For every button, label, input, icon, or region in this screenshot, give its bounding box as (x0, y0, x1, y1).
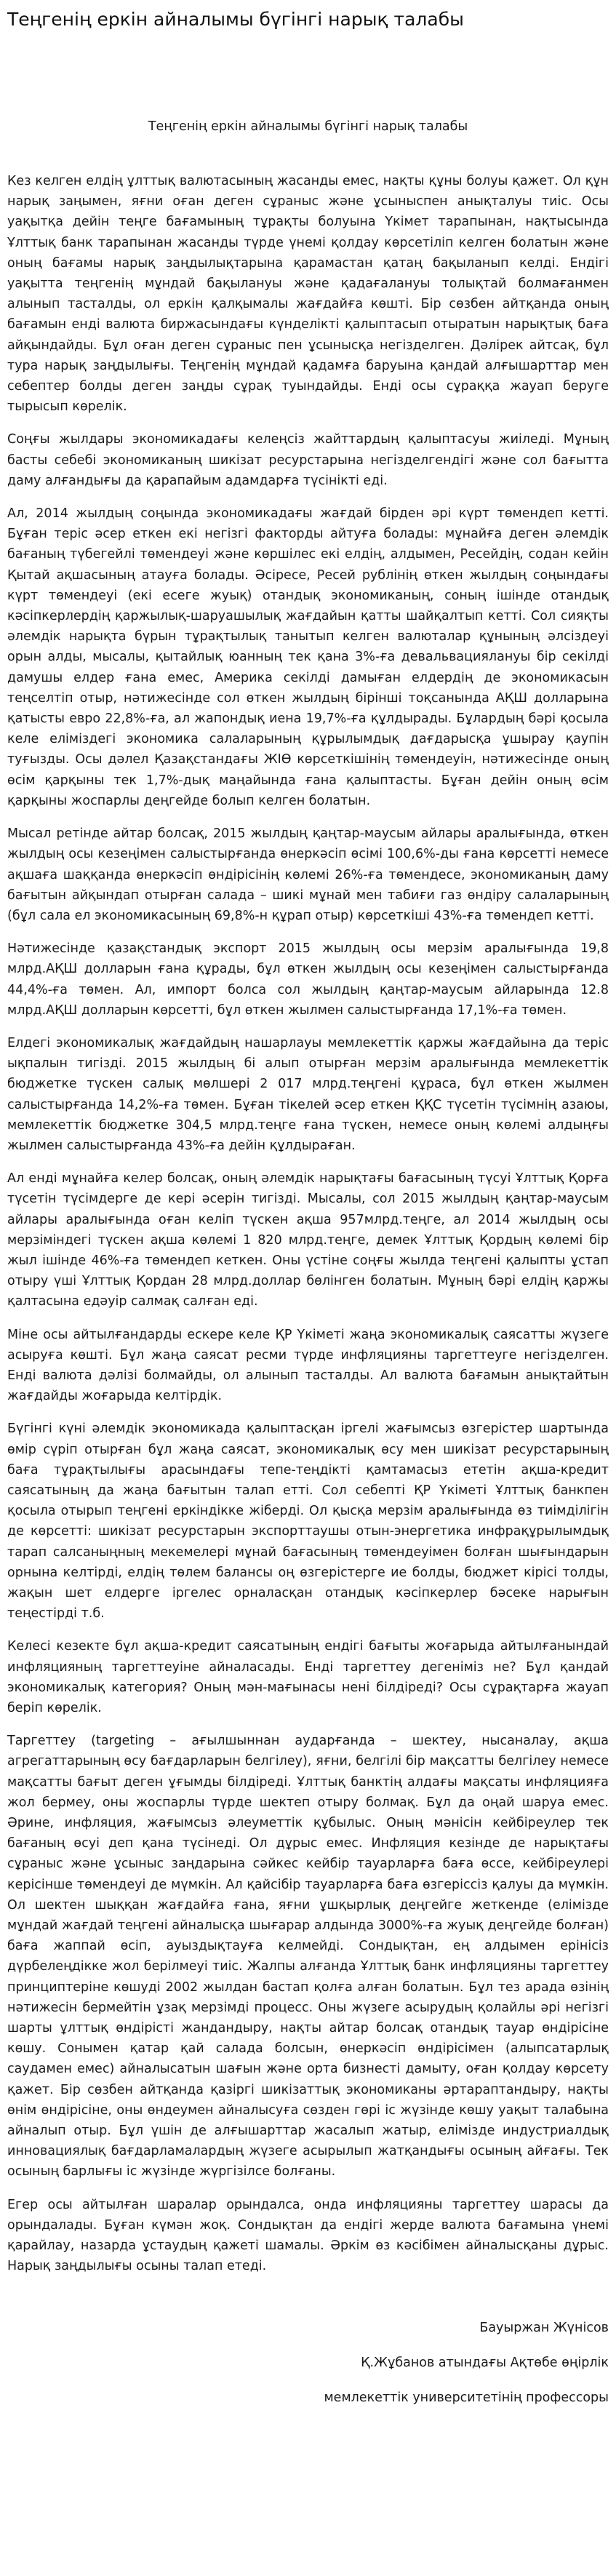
article-paragraph: Кез келген елдің ұлттық валютасының жасанды емес, нақты құны болуы қажет. Ол құн нарық заңымен, яғни оған деген сұраныс және ұсыныспен анықталуы тиіс. Осы уақытқа дейін теңге бағамының тұрақты болуына Үкімет тарапынан, нақтысында Ұлттық банк тарапынан жасанды түрде үнемі қолдау көрсетіліп келген болатын және оның бағамы нарық заңдылықтарына қарамастан қатаң бақыланып келді. Ендігі уақытта теңгенің мұндай бақылануы және қадағалануы толықтай болмағанмен алынып тасталды, ол еркін қалқымалы жағдайға көшті. Бір сөзбен айтқанда оның бағамын енді валюта биржасындағы күнделікті қалыптасып отыратын нарықтық баға айқындайды. Бұл оған деген сұраныс пен ұсынысқа негізделген. Дәлірек айтсақ, бұл тура нарық заңдылығы. Теңгенің мұндай қадамға баруына қандай алғышарттар мен себептер болды деген заңды сұрақ туындайды. Енді осы сұраққа жауап беруге тырысып көрелік. (7, 174, 609, 415)
article-paragraph: Келесі кезекте бұл ақша-кредит саясатының ендігі бағыты жоғарыда айтылғанындай инфляцияның таргеттеуіне айналасады. Енді таргеттеу дегеніміз не? Бұл қандай экономикалық категория? Оның мән-мағынасы нені білдіреді? Осы сұрақтарға жауап беріп көрелік. (7, 1639, 609, 1716)
article-paragraph: Бүгінгі күні әлемдік экономикада қалыптасқан іргелі жағымсыз өзгерістер шартында өмір сүріп отырған бұл жаңа саясат, экономикалық өсу мен шикізат ресурстарының баға тұрақтылығы арасындағы тепе-теңдікті қамтамасыз ететін ақша-кредит саясатының да жаңа бағытын талап етті. Сол себепті ҚР Үкіметі Ұлттық банкпен қосыла отырып теңгені еркіндікке жіберді. Ол қысқа мерзім аралығында өз тиімділігін де көрсетті: шикізат ресурстарын экспорттаушы отын-энергетика инфрақұрылымдық тарап салсаныңның мекемелері мұнай бағасының төмендеуімен болған шығындарын орнына келтірді, елдің төлем балансы оң өзгерістерге ие болды, бюджет кірісі толды, жақын шет елдерге іргелес орналасқан отандық кәсіпкерлер бәсеке нарығын теңестірді т.б. (7, 1421, 609, 1622)
article-paragraph: Нәтижесінде қазақстандық экспорт 2015 жылдың осы мерзім аралығында 19,8 млрд.АҚШ долларын ғана құрады, бұл өткен жылдың осы кезеңімен салыстырғанда 44,4%-ға төмен. Ал, импорт болса сол жылдың қаңтар-маусым айларында 12.8 млрд.АҚШ долларын көрсетті, бұл өткен жылмен салыстырғанда 17,1%-ға төмен. (7, 941, 609, 1018)
article-body (7, 171, 609, 2277)
article-subtitle: Теңгенің еркін айналымы бүгінгі нарық талабы (148, 119, 468, 134)
page-title: Теңгенің еркін айналымы бүгінгі нарық талабы (7, 9, 464, 30)
article-paragraph: Соңғы жылдары экономикадағы келеңсіз жайттардың қалыптасуы жиіледі. Мұның басты себебі экономиканың шикізат ресурстарына негізделгендігі және сол бағытта даму алғандығы да қарапайым адамдарға түсінікті еді. (7, 432, 609, 488)
author-signature (7, 2318, 609, 2408)
article-paragraph: Мысал ретінде айтар болсақ, 2015 жылдың қаңтар-маусым айлары аралығында, өткен жылдың осы кезеңімен салыстырғанда өнеркәсіп өсімі 100,6%-ды ғана көрсетті немесе ақшаға шаққанда өнеркәсіп өндірісінің көлемі 26%-ға төмендесе, экономиканың даму бағытын айқындап отырған салада – шикі мұнай мен табиғи газ өндіру салаларының (бұл сала ел экономикасының 69,8%-н құрап отыр) көрсеткіші 43%-ға төмендеп кетті. (7, 826, 609, 923)
article-paragraph: Ал енді мұнайға келер болсақ, оның әлемдік нарықтағы бағасының түсуі Ұлттық Қорға түсетін түсімдерге де кері әсерін тигізді. Мысалы, сол 2015 жылдың қаңтар-маусым айлары аралығында оған келіп түскен ақша 957млрд.теңге, ал 2014 жылдың осы мерзіміндегі түскен ақша көлемі 1 820 млрд.теңге, демек Ұлттық Қордың көлемі бір жыл ішінде 46%-ға төмендеп кеткен. Оны үстіне соңғы жылда теңгені қалыпты ұстап отыру үші Ұлттық Қордан 28 млрд.доллар бөлінген болатын. Мұның бәрі елдің қаржы қалтасына едәуір салмақ салған еді. (7, 1171, 609, 1309)
article-paragraph: Міне осы айтылғандарды ескере келе ҚР Үкіметі жаңа экономикалық саясатты жүзеге асыруға көшті. Бұл жаңа саясат ресми түрде инфляцияны таргеттеуге негізделген. Енді валюта дәлізі болмайды, ол алынып тасталды. Ал валюта бағамын анықтайтын жағдайды жоғарыда келтірдік. (7, 1327, 609, 1404)
article-paragraph: Елдегі экономикалық жағдайдың нашарлауы мемлекеттік қаржы жағдайына да теріс ықпалын тигізді. 2015 жылдың бі алып отырған мерзім аралығында мемлекеттік бюджетке түскен салық мөлшері 2 017 млрд.теңгені құраса, бұл өткен жылмен салыстырғанда 14,2%-ға төмен. Бұған тікелей әсер еткен ҚҚС түсетін түсімнің азаюы, мемлекеттік бюджетке 304,5 млрд.теңге ғана түскен, немесе оның көлемі алдыңғы жылмен салыстырғанда 43%-ға дейін құлдыраған. (7, 1035, 609, 1153)
article-paragraph: Таргеттеу (targeting – ағылшыннан аударғанда – шектеу, нысаналау, ақша агрегаттарының өсу бағдарларын белгілеу), яғни, белгілі бір мақсатты белгілеу немесе мақсатты бағыт деген ұғымды білдіреді. Ұлттық банктің алдағы мақсаты инфляцияға жол бермеу, оны жоспарлы түрде шектеп отыру болмақ. Бұл да оңай шаруа емес. Әрине, инфляция, жағымсыз әлеуметтік құбылыс. Оның мәнісін кейбіреулер тек бағаның өсуі деп қана түсінеді. Ол дұрыс емес. Инфляция кезінде де нарықтағы сұраныс және ұсыныс заңдарына сәйкес кейбір тауарларға баға өссе, кейбіреулері керісінше төмендеуі де мүмкін. Ал қайсібір тауарларға баға өзгеріссіз қалуы да мүмкін. Ол шектен шыққан жағдайға ғана, яғни ұшқырлық деңгейге жеткенде (елімізде мұндай жағдай теңгені айналысқа шығарар алдында 3000%-ға жуық деңгейде болған) баға жаппай өсіп, ауыздықтауға келмейді. Сондықтан, ең алдымен ерінісіз дүрбелеңдікке жол берілмеуі тиіс. Жалпы алғанда Ұлттық банк инфляцияны таргеттеу принциптеріне көшуді 2002 жылдан бастап қолға алған болатын. Бұл тез арада өзінің нәтижесін бермейтін ұзақ мерзімді процесс. Оны жүзеге асырудың қолайлы әрі негізгі шарты ұлттық өндірісті жандандыру, нақты айтар болсақ отандық тауар өндірісіне көшу. Сонымен қатар қай салада болсын, өнеркәсіп өндірісімен (алыпсатарлық саудамен емес) айналысатын шағын және орта бизнесті дамыту, оған қолдау көрсету қажет. Бір сөзбен айтқанда қазіргі шикізаттық экономиканы әртараптандыру, нақты өнім өндірісіне, оны өндеумен айналысуға сөзден гөрі іс жүзінде көшу уақыт талабына айналып отыр. Бұл үшін де алғышарттар жасалып жатыр, елімізде индустриалдық инновациялық бағдарламалардың жүзеге асырылып жатқандығы осының айғағы. Тек осының барлығы іс жүзінде жүргізілсе болғаны. (7, 1734, 609, 2180)
author-name: Бауыржан Жүнісов (479, 2320, 609, 2335)
author-affiliation-line-1: Қ.Жұбанов атындағы Ақтөбе өңірлік (361, 2355, 609, 2370)
article-paragraph: Ал, 2014 жылдың соңында экономикадағы жағдай бірден әрі күрт төмендеп кетті. Бұған теріс әсер еткен екі негізгі факторды айтуға болады: мұнайға деген әлемдік бағаның түбегейлі төмендеуі және көршілес екі елдің, алдымен, Ресейдің, содан кейін Қытай ақшасының атауға болады. Әсіресе, Ресей рублінің өткен жылдың соңындағы күрт төмендеуі (екі есеге жуық) отандық экономиканың, соның ішінде отандық кәсіпкерлердің қаржылық-шаруашылық жағдайын қатты шайқалтып кетті. Сол сияқты әлемдік нарықта бүрын тұрақтылық танытып келген валюталар құнының әлсіздеуі орын алды, мысалы, қытайлық юанның тек қана 3%-ға девальвациялануы бір секілді дамушы елдер ғана емес, Америка секілді дамыған елдердің де экономикасын теңселтіп отыр, нәтижесінде сол өткен жылдың бірінші тоқсанында АҚШ долларына қатысты евро 22,8%-ға, ал жапондық иена 19,7%-ға құлдырады. Бұлардың бәрі қосыла келе еліміздегі экономика салаларының құрылымдық дағдарысқа ұшырау қаупін туғызды. Осы дәлел Қазақстандағы ЖІӨ көрсеткішінің төмендеуін, нәтижесінде оның өсім қарқыны тек 1,7%-дық маңайында ғана қалыптасты. Бұған дейін оның өсім қарқыны жоспарлы деңгейде болып келген болатын. (7, 506, 609, 808)
article-paragraph: Егер осы айтылған шаралар орындалса, онда инфляцияны таргеттеу шарасы да орындалады. Бұған күмән жоқ. Сондықтан да ендігі жерде валюта бағамына үнемі қарайлау, назарда ұстаудың қажеті шамалы. Әркім өз кәсібімен айналысқаны дұрыс. Нарық заңдылығы осыны талап етеді. (7, 2197, 609, 2274)
author-affiliation-line-2: мемлекеттік университетінің профессоры (324, 2390, 609, 2405)
